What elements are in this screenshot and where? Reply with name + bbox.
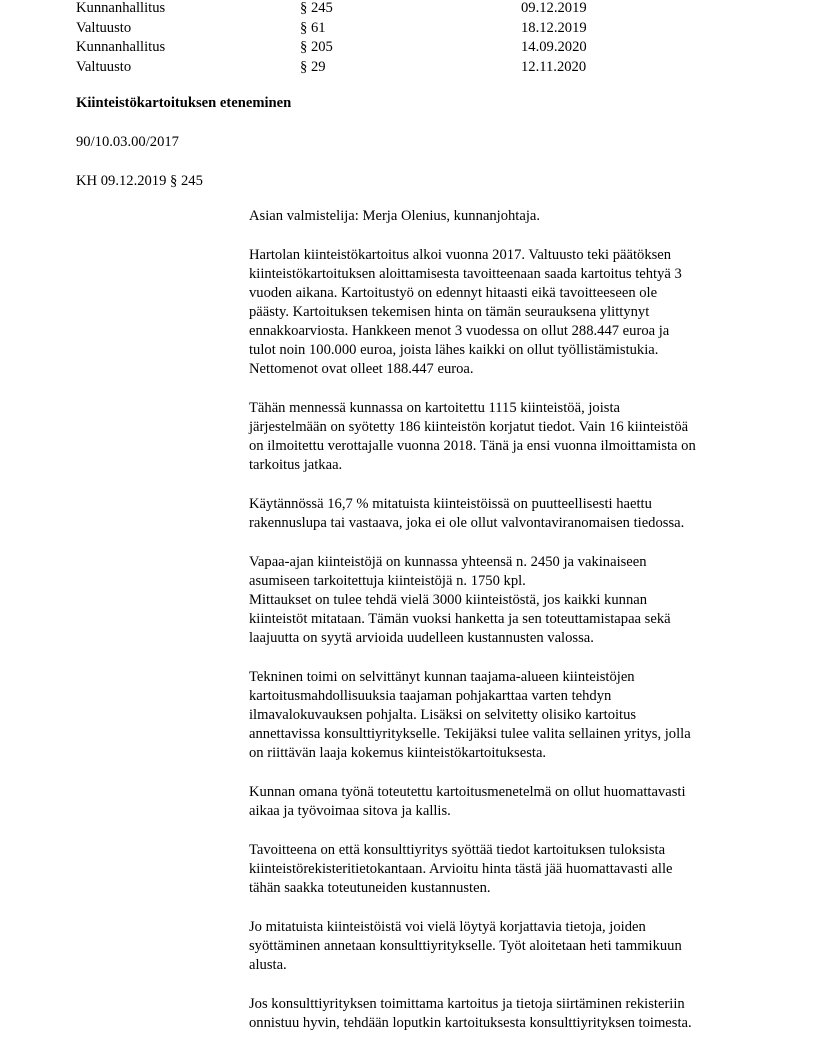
body-paragraph: Tähän mennessä kunnassa on kartoitettu 1115 kiinteistöä, joista järjestelmään on syötetty 186 kiinteistön korjatut tiedot. Vain 16 kiinteistöä on ilmoitettu verottajalle vuonna 2018. Tänä ja ensi vuonna ilmoittamista on tarkoitus jatkaa. bbox=[249, 400, 696, 473]
history-date: 12.11.2020 bbox=[521, 58, 587, 75]
body-paragraph: Hartolan kiinteistökartoitus alkoi vuonna 2017. Valtuusto teki päätöksen kiinteistökartoituksen aloittamisesta tavoitteenaan saada kartoitus tehtyä 3 vuoden aikana. Kartoitustyö on edennyt hitaasti eikä tavoitteeseen ole päästy. Kartoituksen tekemisen hinta on tämän seurauksena ylittynyt ennakkoarviosta. Hankkeen menot 3 vuodessa on ollut 288.447 euroa ja tulot noin 100.000 euroa, joista lähes kaikki on ollut työllistämistukia. Nettomenot ovat olleet 188.447 euroa. bbox=[249, 247, 682, 377]
history-section: § 245 bbox=[300, 0, 333, 16]
history-row bbox=[76, 19, 676, 39]
history-date: 14.09.2020 bbox=[521, 39, 587, 55]
body-paragraph: Vapaa-ajan kiinteistöjä on kunnassa yhteensä n. 2450 ja vakinaiseen asumiseen tarkoitettuja kiinteistöjä n. 1750 kpl. Mittaukset on tulee tehdä vielä 3000 kiinteistöstä, jos kaikki kunnan kiinteistöt mitataan. Tämän vuoksi hanketta ja sen toteuttamistapaa sekä laajuutta on syytä arvioida uudelleen kustannusten valossa. bbox=[249, 554, 671, 646]
body-paragraph: Jo mitatuista kiinteistöistä voi vielä löytyä korjattavia tietoja, joiden syöttäminen annetaan konsulttiyritykselle. Työt aloitetaan heti tammikuun alusta. bbox=[249, 919, 682, 973]
body-paragraph: Käytännössä 16,7 % mitatuista kiinteistöissä on puutteellisesti haettu rakennuslupa tai vastaava, joka ei ole ollut valvontaviranomaisen tiedossa. bbox=[249, 496, 685, 531]
history-section: § 61 bbox=[300, 19, 326, 36]
diary-number: 90/10.03.00/2017 bbox=[76, 134, 179, 150]
decision-history bbox=[76, 0, 676, 77]
history-body: Kunnanhallitus bbox=[76, 0, 166, 16]
history-row bbox=[76, 38, 676, 58]
history-body: Valtuusto bbox=[76, 58, 132, 75]
body-paragraph: Kunnan omana työnä toteutettu kartoitusmenetelmä on ollut huomattavasti aikaa ja työvoimaa sitova ja kallis. bbox=[249, 784, 686, 819]
history-body: Kunnanhallitus bbox=[76, 39, 166, 55]
body-paragraph: Jos konsulttiyrityksen toimittama kartoitus ja tietoja siirtäminen rekisteriin onnistuu hyvin, tehdään loputkin kartoituksesta konsulttiyrityksen toimesta. bbox=[249, 996, 692, 1031]
body-paragraph: Tavoitteena on että konsulttiyritys syöttää tiedot kartoituksen tuloksista kiinteistörekisteritietokantaan. Arvioitu hinta tästä jää huomattavasti alle tähän saakka toteutuneiden kustannusten. bbox=[249, 842, 673, 896]
history-date: 09.12.2019 bbox=[521, 0, 587, 16]
body-paragraph: Tekninen toimi on selvittänyt kunnan taajama-alueen kiinteistöjen kartoitusmahdollisuuksia taajaman pohjakarttaa varten tehdyn ilmavalokuvauksen pohjalta. Lisäksi on selvitetty olisiko kartoitus annettavissa konsulttiyritykselle. Tekijäksi tulee valita sellainen yritys, jolla on riittävän laaja kokemus kiinteistökartoituksesta. bbox=[249, 669, 691, 761]
meeting-reference: KH 09.12.2019 § 245 bbox=[76, 173, 203, 189]
history-date: 18.12.2019 bbox=[521, 19, 587, 36]
history-section: § 29 bbox=[300, 58, 326, 75]
history-body: Valtuusto bbox=[76, 19, 132, 36]
history-row bbox=[76, 58, 676, 78]
history-section: § 205 bbox=[300, 39, 333, 55]
document-body bbox=[249, 207, 749, 1053]
history-row bbox=[76, 0, 676, 19]
preparer-paragraph: Asian valmistelija: Merja Olenius, kunnanjohtaja. bbox=[249, 208, 540, 224]
section-title: Kiinteistökartoituksen eteneminen bbox=[76, 95, 292, 111]
